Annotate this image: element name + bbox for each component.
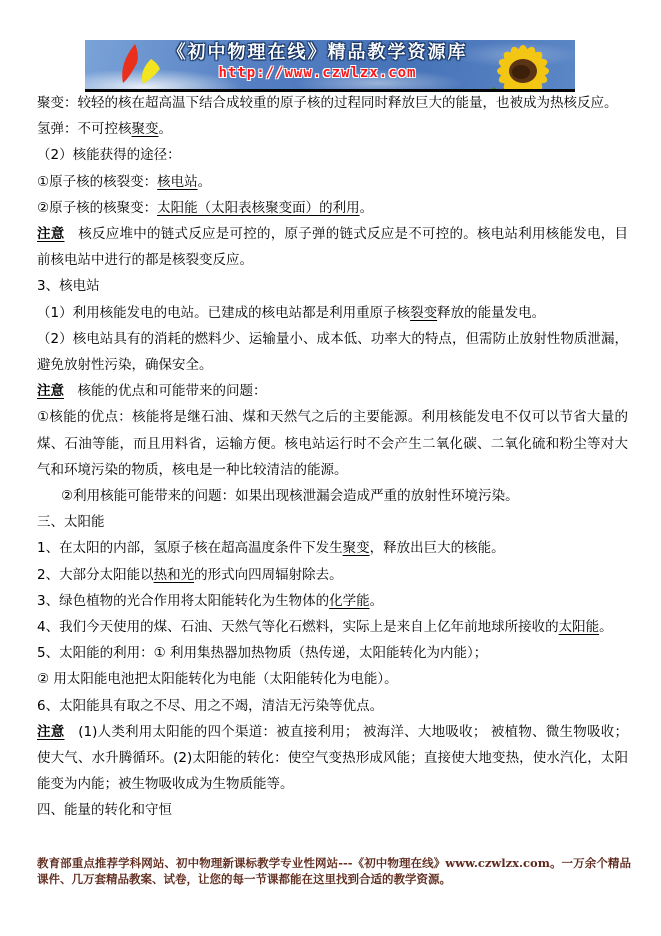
text-run: （2）核能获得的途径： [37,147,181,164]
document-body [37,90,628,824]
text-run: （1）利用核能发电的电站。已建成的核电站都是利用重原子核 [37,304,411,321]
site-banner [85,40,575,92]
text-run: ①核能的优点：核能将是继石油、煤和天然气之后的主要能源。利用核能发电不仅可以节省大量的煤、石油等能，而且用料省，运输方便。核电站运行时不会产生二氧化碳、二氧化硫和粉尘等对大气和环境污染的物质，核电是一种比较清洁的能源。 [37,409,628,478]
paragraph [37,221,628,273]
text-run: （2）核电站具有的消耗的燃料少、运输量小、成本低、功率大的特点，但需防止放射性物质泄漏，避免放射性污染，确保安全。 [37,330,628,374]
text-run: 核能的优点和可能带来的问题： [64,383,267,400]
sunflower-icon [471,40,575,92]
text-run: 三、太阳能 [37,514,105,531]
banner-text-block [155,42,480,82]
paragraph [37,483,628,509]
text-run: 。 [197,173,212,190]
underlined-term: 注意 [37,383,64,400]
underlined-term: 太阳能（太阳表核聚变面）的利用 [157,199,360,216]
text-run: ②利用核能可能带来的问题：如果出现核泄漏会造成严重的放射性环境污染。 [61,488,519,505]
text-run: 聚变：较轻的核在超高温下结合成较重的原子核的过程同时释放巨大的能量，也被成为热核反应。 [37,95,618,111]
text-run: 4、我们今天使用的煤、石油、天然气等化石燃料，实际上是来自上亿年前地球所接收的 [37,619,559,636]
footer-note [37,856,631,887]
banner-title: 《初中物理在线》精品教学资源库 [167,42,468,63]
paragraph [37,562,628,588]
text-run: 1、在太阳的内部，氢原子核在超高温度条件下发生 [37,540,343,557]
paragraph [37,169,628,195]
text-run: 5、太阳能的利用：① 利用集热器加热物质（热传递，太阳能转化为内能）； [37,645,488,662]
banner-url-link[interactable]: http://www.czwlzx.com [218,65,417,81]
text-run: 3、绿色植物的光合作用将太阳能转化为生物体的 [37,592,330,609]
paragraph [37,535,628,561]
paragraph [37,142,628,168]
underlined-term: 核电站 [157,173,198,190]
text-run: 释放的能量发电。 [437,304,546,321]
paragraph [37,273,628,299]
text-run: ①原子核的核裂变： [37,173,158,190]
text-run: 。 [359,199,374,216]
text-run: (1)人类利用太阳能的四个渠道：被直接利用； 被海洋、大地吸收； 被植物、微生物吸收； 使大气、水升腾循环。(2)太阳能的转化：使空气变热形成风能；直接使大地变热，使水汽化，太阳能变为内能；被生物吸收成为生物质能等。 [37,723,628,793]
text-run: 。 [369,592,384,609]
text-run: 2、大部分太阳能以 [37,566,154,583]
paragraph [37,300,628,326]
text-run: ，释放出巨大的核能。 [369,540,505,557]
underlined-term: 注意 [37,723,65,740]
text-run: 。 [158,121,172,138]
text-run: ②原子核的核聚变： [37,199,158,216]
underlined-term: 太阳能 [558,619,600,636]
text-run: 四、能量的转化和守恒 [37,802,172,819]
paragraph [37,719,628,798]
underlined-term: 注意 [37,226,65,243]
paragraph [37,509,628,535]
paragraph [37,404,628,483]
paragraph [37,666,628,692]
text-run: 的形式向四周辐射除去。 [194,566,343,583]
underlined-term: 聚变 [131,121,159,138]
text-run: 3、核电站 [37,278,100,295]
paragraph [37,378,628,404]
paragraph [37,614,628,640]
paragraph [37,640,628,666]
text-run: 6、太阳能具有取之不尽、用之不竭，清洁无污染等优点。 [37,697,384,714]
underlined-term: 裂变 [410,304,438,321]
paragraph [37,588,628,614]
paragraph [37,195,628,221]
paragraph [37,326,628,378]
paragraph [37,116,628,142]
text-run: 氢弹：不可控核 [37,121,132,138]
underlined-term: 热和光 [153,566,195,583]
text-run: 。 [599,619,613,636]
text-run: 核反应堆中的链式反应是可控的，原子弹的链式反应是不可控的。核电站利用核能发电，目前核电站中进行的都是核裂变反应。 [37,226,628,269]
paragraph [37,693,628,719]
paragraph [37,797,628,823]
text-run: ② 用太阳能电池把太阳能转化为电能（太阳能转化为电能）。 [37,671,398,688]
paragraph [37,90,628,116]
underlined-term: 化学能 [329,592,370,609]
footer-text: 教育部重点推荐学科网站、初中物理新课标教学专业性网站---《初中物理在线》www.czwlzx.com。一万余个精品课件、几万套精品教案、试卷，让您的每一节课都能在这里找到合适的教学资源。 [37,856,631,886]
underlined-term: 聚变 [342,540,370,557]
